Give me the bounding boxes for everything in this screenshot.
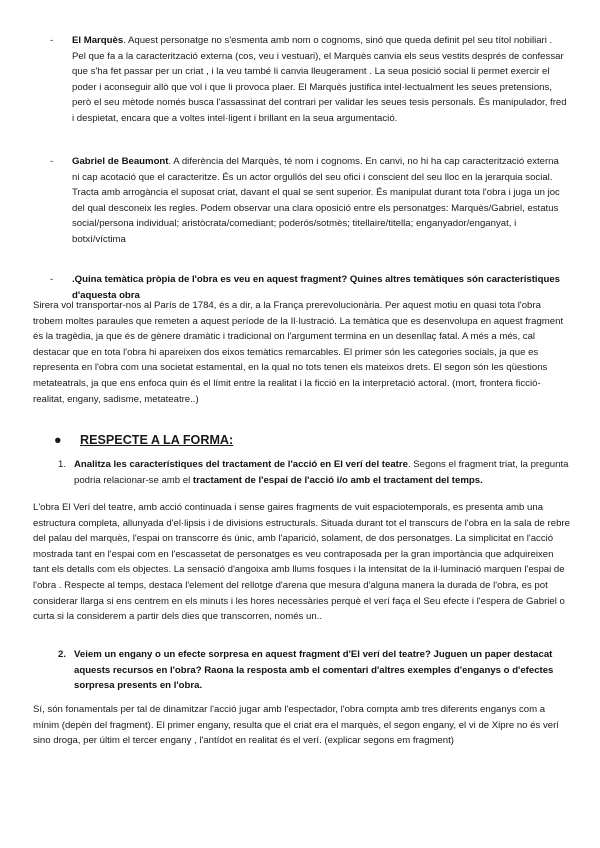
question-text: Veiem un engany o un efecte sorpresa en aquest fragment d'El verí del teatre? Juguen un paper destacat aquests recursos en l'obra? Raona la resposta amb el comentari d'altres exemples d'enganys o d'efectes sorpresa presents en l'obra. xyxy=(74,649,554,692)
question-plain-part: . Segons el fragment triat, la pregunta podria relacionar-se amb el xyxy=(74,459,569,486)
list-item-body xyxy=(72,154,568,248)
character-description: . A diferència del Marquès, té nom i cognoms. En canvi, no hi ha cap caracterització externa ni cap acotació que el caracteritze. És un actor orgullós del seu ofici i conscient del seu lloc en la jerarquia social. Tracta amb arrogància el suposat criat, davant el qual se sent superior. És manipulat durant tota l'obra i juga un joc del qual desconeix les regles. Podem observar una clara oposició entre els personatges: Marquès/Gabriel, estatus social/persona individual; aristòcrata/comediant; poderós/sotmès; titellaire/titella; enganyador/enganyat, i botxí/víctima xyxy=(72,156,560,245)
character-name: El Marquès xyxy=(72,35,124,46)
list-dash: - xyxy=(50,274,54,285)
bullet-icon: ● xyxy=(54,433,62,447)
character-name: Gabriel de Beaumont xyxy=(72,156,169,167)
answer-action: L'obra El Verí del teatre, amb acció continuada i sense gaires fragments de vuit espaciotemporals, es presenta amb una estructura completa, allunyada d'el·lipsis i de divisions estructurals. Situada durant tot el transcurs de l'obra en la sala de rebre del palau del marquès, l'espai on transcorre és únic, amb l'aparició, solament, de dos personatges. La simplicitat en l'acció mostrada tant en l'espai com en l'escassetat de personatges es veu contraposada per la gran importància que adquireixen tant els detalls com els objectes. La sensació d'angoixa amb llums fosques i la intensitat de la il·luminació marquen l'espai de l'obra . Respecte al temps, destaca l'element del rellotge d'arena que mesura d'alguna manera la durada de l'obra, es pot considerar llarga si ens centrem en els minuts i les hores necessàries perquè el verí faça el Seu efecte i l'espera de Gabriel o curta si la considerem a partir dels dies que transcorren, només un.. xyxy=(33,502,570,623)
list-dash: - xyxy=(50,35,54,46)
list-item-body xyxy=(72,33,568,127)
question-1 xyxy=(58,457,570,488)
question-number: 1. xyxy=(58,459,67,470)
section-title: RESPECTE A LA FORMA: xyxy=(80,433,234,447)
character-item-gabriel xyxy=(50,154,568,248)
character-item-marques xyxy=(50,33,568,127)
answer-thematic: Sirera vol transportar-nos al París de 1784, és a dir, a la França prerevolucionària. Per aquest motiu en quasi tota l'obra trobem moltes paraules que remeten a aquest període de la Il·lustració. La temàtica que es desenvolupa en aquest fragment és la tragèdia, ja que és de gènere dramàtic i tradicional on l'argument termina en un desenllaç fatal. A més a més, cal destacar que en tota l'obra hi apareixen dos eixos temàtics remarcables. El primer són les categories socials, ja que es representa en l'obra com una societat estamental, en la qual no tots tenen els mateixos drets. El segon són les qüestions metateatrals, ja que ens enfoca quin és el límit entre la realitat i la ficció en la interpretació actoral. (mort, frontera ficció-realitat, engany, sadisme, metateatre..) xyxy=(33,300,564,405)
question-body xyxy=(74,647,570,694)
question-bold-part: Analitza les característiques del tractament de l'acció en El verí del teatre xyxy=(74,459,408,470)
question-2 xyxy=(58,647,570,694)
answer-deception: Sí, són fonamentals per tal de dinamitzar l'acció jugar amb l'espectador, l'obra compta amb tres diferents enganys com a mínim (depèn del fragment). El primer engany, resulta que el criat era el marquès, el segon engany, el vi de Xipre no és verí sino droga, per últim el tercer engany , l'antídot en realitat és el verí. (explicar segons em fragment) xyxy=(33,704,559,747)
question-bold-part-2: tractament de l'espai de l'acció i/o amb el tractament del temps. xyxy=(192,474,483,486)
question-number: 2. xyxy=(58,649,67,660)
question-text: .Quina temàtica pròpia de l'obra es veu en aquest fragment? Quines altres temàtiques són característiques d'aquesta obra xyxy=(72,274,560,301)
character-description: . Aquest personatge no s'esmenta amb nom o cognoms, sinó que queda definit pel seu títol nobiliari . Pel que fa a la caracterització externa (cos, veu i vestuari), el Marquès canvia els seus vestits després de confessar que s'ha fet passar per un criat , i la veu també li canvia lleugerament . La seua posició social li permet exercir el poder i aconseguir allò que vol i que li provoca plaer. El Marquès justifica intel·lectualment les seues pretensions, però el seu mètode només busca l'assassinat del contrari per validar les seues tesis personals. És manipulador, fred i despietat, encara que a voltes intel·ligent i brillant en la seua argumentació. xyxy=(72,35,567,124)
question-body xyxy=(74,457,570,488)
list-dash: - xyxy=(50,156,54,167)
